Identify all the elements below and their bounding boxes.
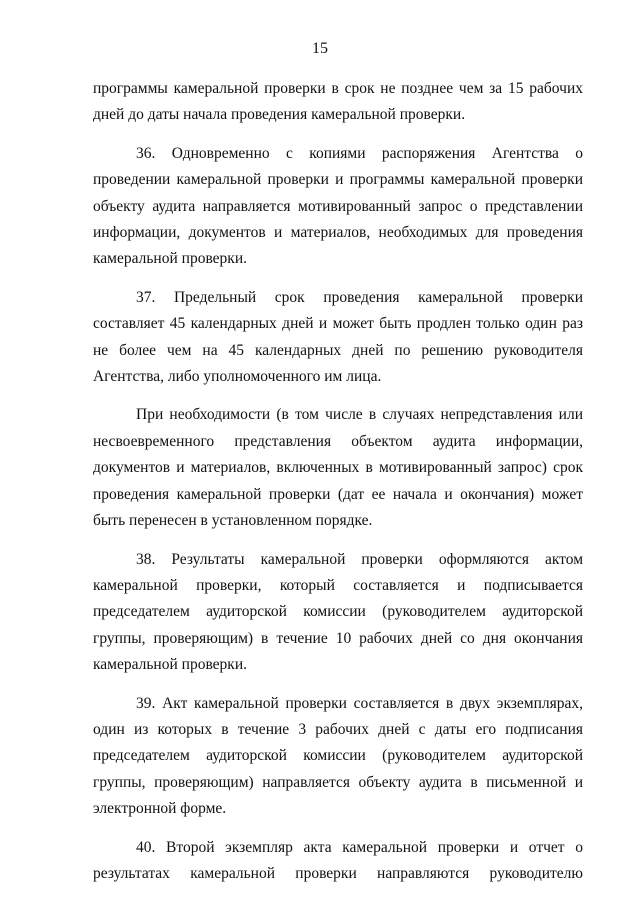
paragraph-37: 37. Предельный срок проведения камеральной проверки составляет 45 календарных дней и может быть продлен только один раз не более чем на 45 календарных дней по решению руководителя Агентства, либо уполномоченного им лица. [93, 288, 583, 386]
paragraph-continuation: программы камеральной проверки в срок не позднее чем за 15 рабочих дней до даты начала проведения камеральной проверки. [93, 80, 583, 124]
paragraph-40: 40. Второй экземпляр акта камеральной проверки и отчет о результатах камеральной проверки направляются руководителю [93, 838, 583, 882]
paragraph-38: 38. Результаты камеральной проверки оформляются актом камеральной проверки, который составляется и подписывается председателем аудиторской комиссии (руководителем аудиторской группы, проверяющим) в течение 10 рабочих дней со дня окончания камеральной проверки. [93, 550, 583, 674]
paragraph-39: 39. Акт камеральной проверки составляется в двух экземплярах, один из которых в течение 3 рабочих дней с даты его подписания председателем аудиторской комиссии (руководителем аудиторской группы, проверяющим) направляется объекту аудита в письменной и электронной форме. [93, 694, 583, 818]
paragraph-37-note: При необходимости (в том числе в случаях непредставления или несвоевременного представления объектом аудита информации, документов и материалов, включенных в мотивированный запрос) срок проведения камеральной проверки (дат ее начала и окончания) может быть перенесен в установленном порядке. [93, 406, 583, 530]
paragraph-36: 36. Одновременно с копиями распоряжения Агентства о проведении камеральной проверки и программы камеральной проверки объекту аудита направляется мотивированный запрос о представлении информации, документов и материалов, необходимых для проведения камеральной проверки. [93, 144, 583, 268]
document-body [93, 76, 583, 899]
page-number: 15 [312, 40, 328, 57]
